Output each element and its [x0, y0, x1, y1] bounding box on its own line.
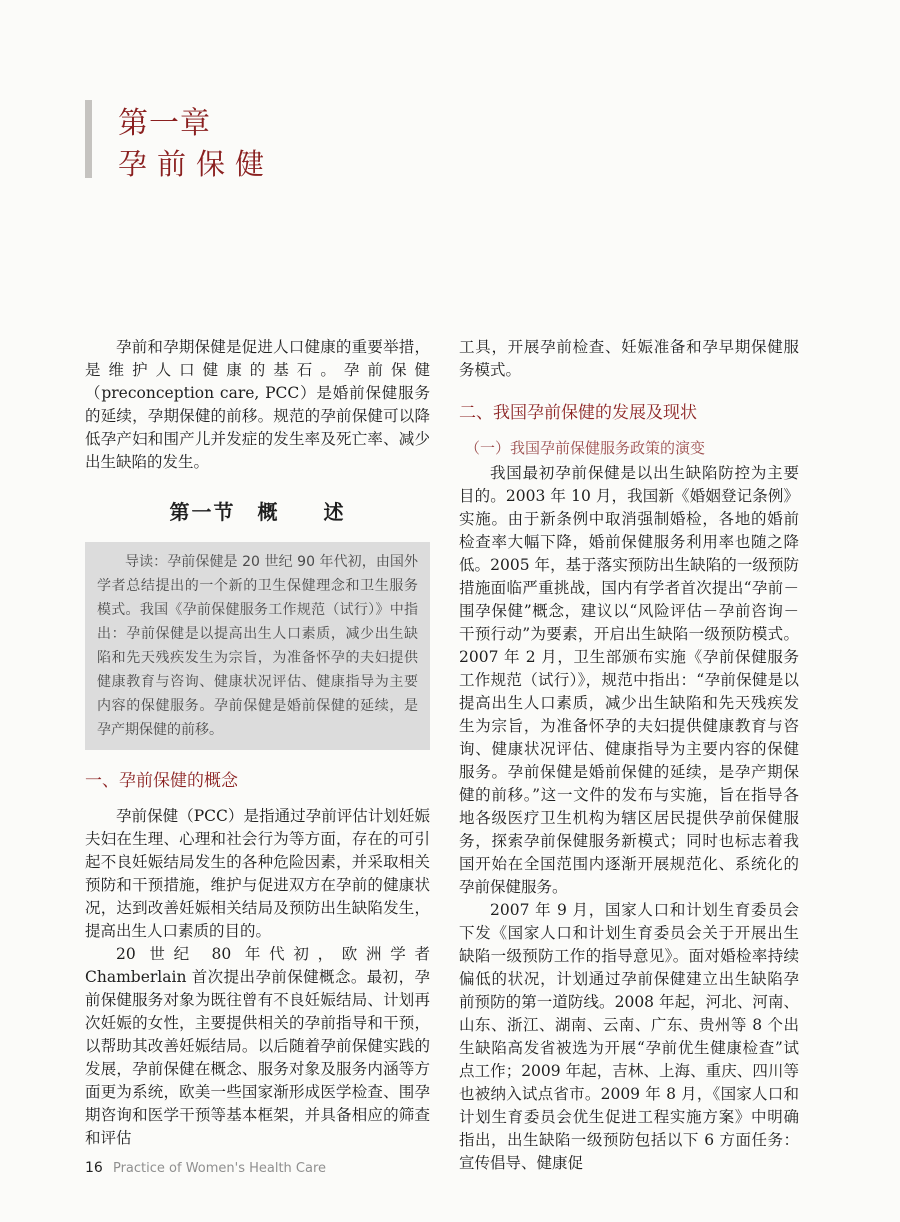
- concept-heading: 一、孕前保健的概念: [85, 771, 238, 791]
- policy-paragraph-1: 我国最初孕前保健是以出生缺陷防控为主要目的。2003 年 10 月，我国新《婚姻登记条例》实施。由于新条例中取消强制婚检，各地的婚前检查率大幅下降，婚前保健服务利用率也随之降低。2005 年，基于落实预防出生缺陷的一级预防措施面临严重挑战，国内有学者首次提出“孕前－围孕保健”概念，建议以“风险评估－孕前咨询－干预行动”为要素，开启出生缺陷一级预防模式。2007 年 2 月，卫生部颁布实施《孕前保健服务工作规范（试行）》，规范中指出：“孕前保健是以提高出生人口素质，减少出生缺陷和先天残疾发生为宗旨，为准备怀孕的夫妇提供健康教育与咨询、健康状况评估、健康指导为主要内容的保健服务。孕前保健是婚前保健的延续，是孕产期保健的前移。”这一文件的发布与实施，旨在指导各地各级医疗卫生机构为辖区居民提供孕前保健服务，探索孕前保健服务新模式；同时也标志着我国开始在全国范围内逐渐开展规范化、系统化的孕前保健服务。: [459, 464, 799, 896]
- page-number: 16: [85, 1160, 103, 1176]
- journal-title: Practice of Women's Health Care: [112, 1161, 327, 1176]
- left-column: [85, 336, 430, 1150]
- policy-paragraph-2: 2007 年 9 月，国家人口和计划生育委员会下发《国家人口和计划生育委员会关于开展出生缺陷一级预防工作的指导意见》。面对婚检率持续偏低的状况，计划通过孕前保健建立出生缺陷孕前预防的第一道防线。2008 年起，河北、河南、山东、浙江、湖南、云南、广东、贵州等 8 个出生缺陷高发省被选为开展“孕前优生健康检查”试点工作；2009 年起，吉林、上海、重庆、四川等也被纳入试点省市。2009 年 8 月，《国家人口和计划生育委员会优生促进工程实施方案》中明确指出，出生缺陷一级预防包括以下 6 方面任务：宣传倡导、健康促: [459, 901, 799, 1172]
- chapter-title: 孕前保健: [118, 147, 275, 181]
- chapter-label: 第一章: [118, 106, 211, 141]
- section-title: 第一节 概 述: [169, 500, 346, 524]
- intro-paragraph: 孕前和孕期保健是促进人口健康的重要举措，是维护人口健康的基石。孕前保健（preconception care, PCC）是婚前保健服务的延续，孕期保健的前移。规范的孕前保健可以降低孕产妇和围产儿并发症的发生率及死亡率、减少出生缺陷的发生。: [85, 338, 430, 471]
- concept-paragraph-2: 20 世纪 80 年代初，欧洲学者 Chamberlain 首次提出孕前保健概念。最初，孕前保健服务对象为既往曾有不良妊娠结局、计划再次妊娠的女性，主要提供相关的孕前指导和干预，以帮助其改善妊娠结局。以后随着孕前保健实践的发展，孕前保健在概念、服务对象及服务内涵等方面更为系统，欧美一些国家渐形成医学检查、围孕期咨询和医学干预等基本框架，并具备相应的筛查和评估: [85, 945, 430, 1147]
- policy-subheading: （一）我国孕前保健服务政策的演变: [465, 439, 706, 457]
- right-column: [459, 336, 799, 1175]
- concept-paragraph-1: 孕前保健（PCC）是指通过孕前评估计划妊娠夫妇在生理、心理和社会行为等方面，存在的可引起不良妊娠结局发生的各种危险因素，并采取相关预防和干预措施，维护与促进双方在孕前的健康状况，达到改善妊娠相关结局及预防出生缺陷发生，提高出生人口素质的目的。: [85, 807, 430, 940]
- development-heading: 二、我国孕前保健的发展及现状: [459, 403, 697, 423]
- chapter-accent-bar: [85, 100, 92, 178]
- continued-paragraph: 工具，开展孕前检查、妊娠准备和孕早期保健服务模式。: [459, 338, 799, 379]
- guide-box: 导读：孕前保健是 20 世纪 90 年代初，由国外学者总结提出的一个新的卫生保健理念和卫生服务模式。我国《孕前保健服务工作规范（试行）》中指出：孕前保健是以提高出生人口素质，减少出生缺陷和先天残疾发生为宗旨，为准备怀孕的夫妇提供健康教育与咨询、健康状况评估、健康指导为主要内容的保健服务。孕前保健是婚前保健的延续，是孕产期保健的前移。: [85, 542, 430, 750]
- page-footer: [85, 1160, 326, 1176]
